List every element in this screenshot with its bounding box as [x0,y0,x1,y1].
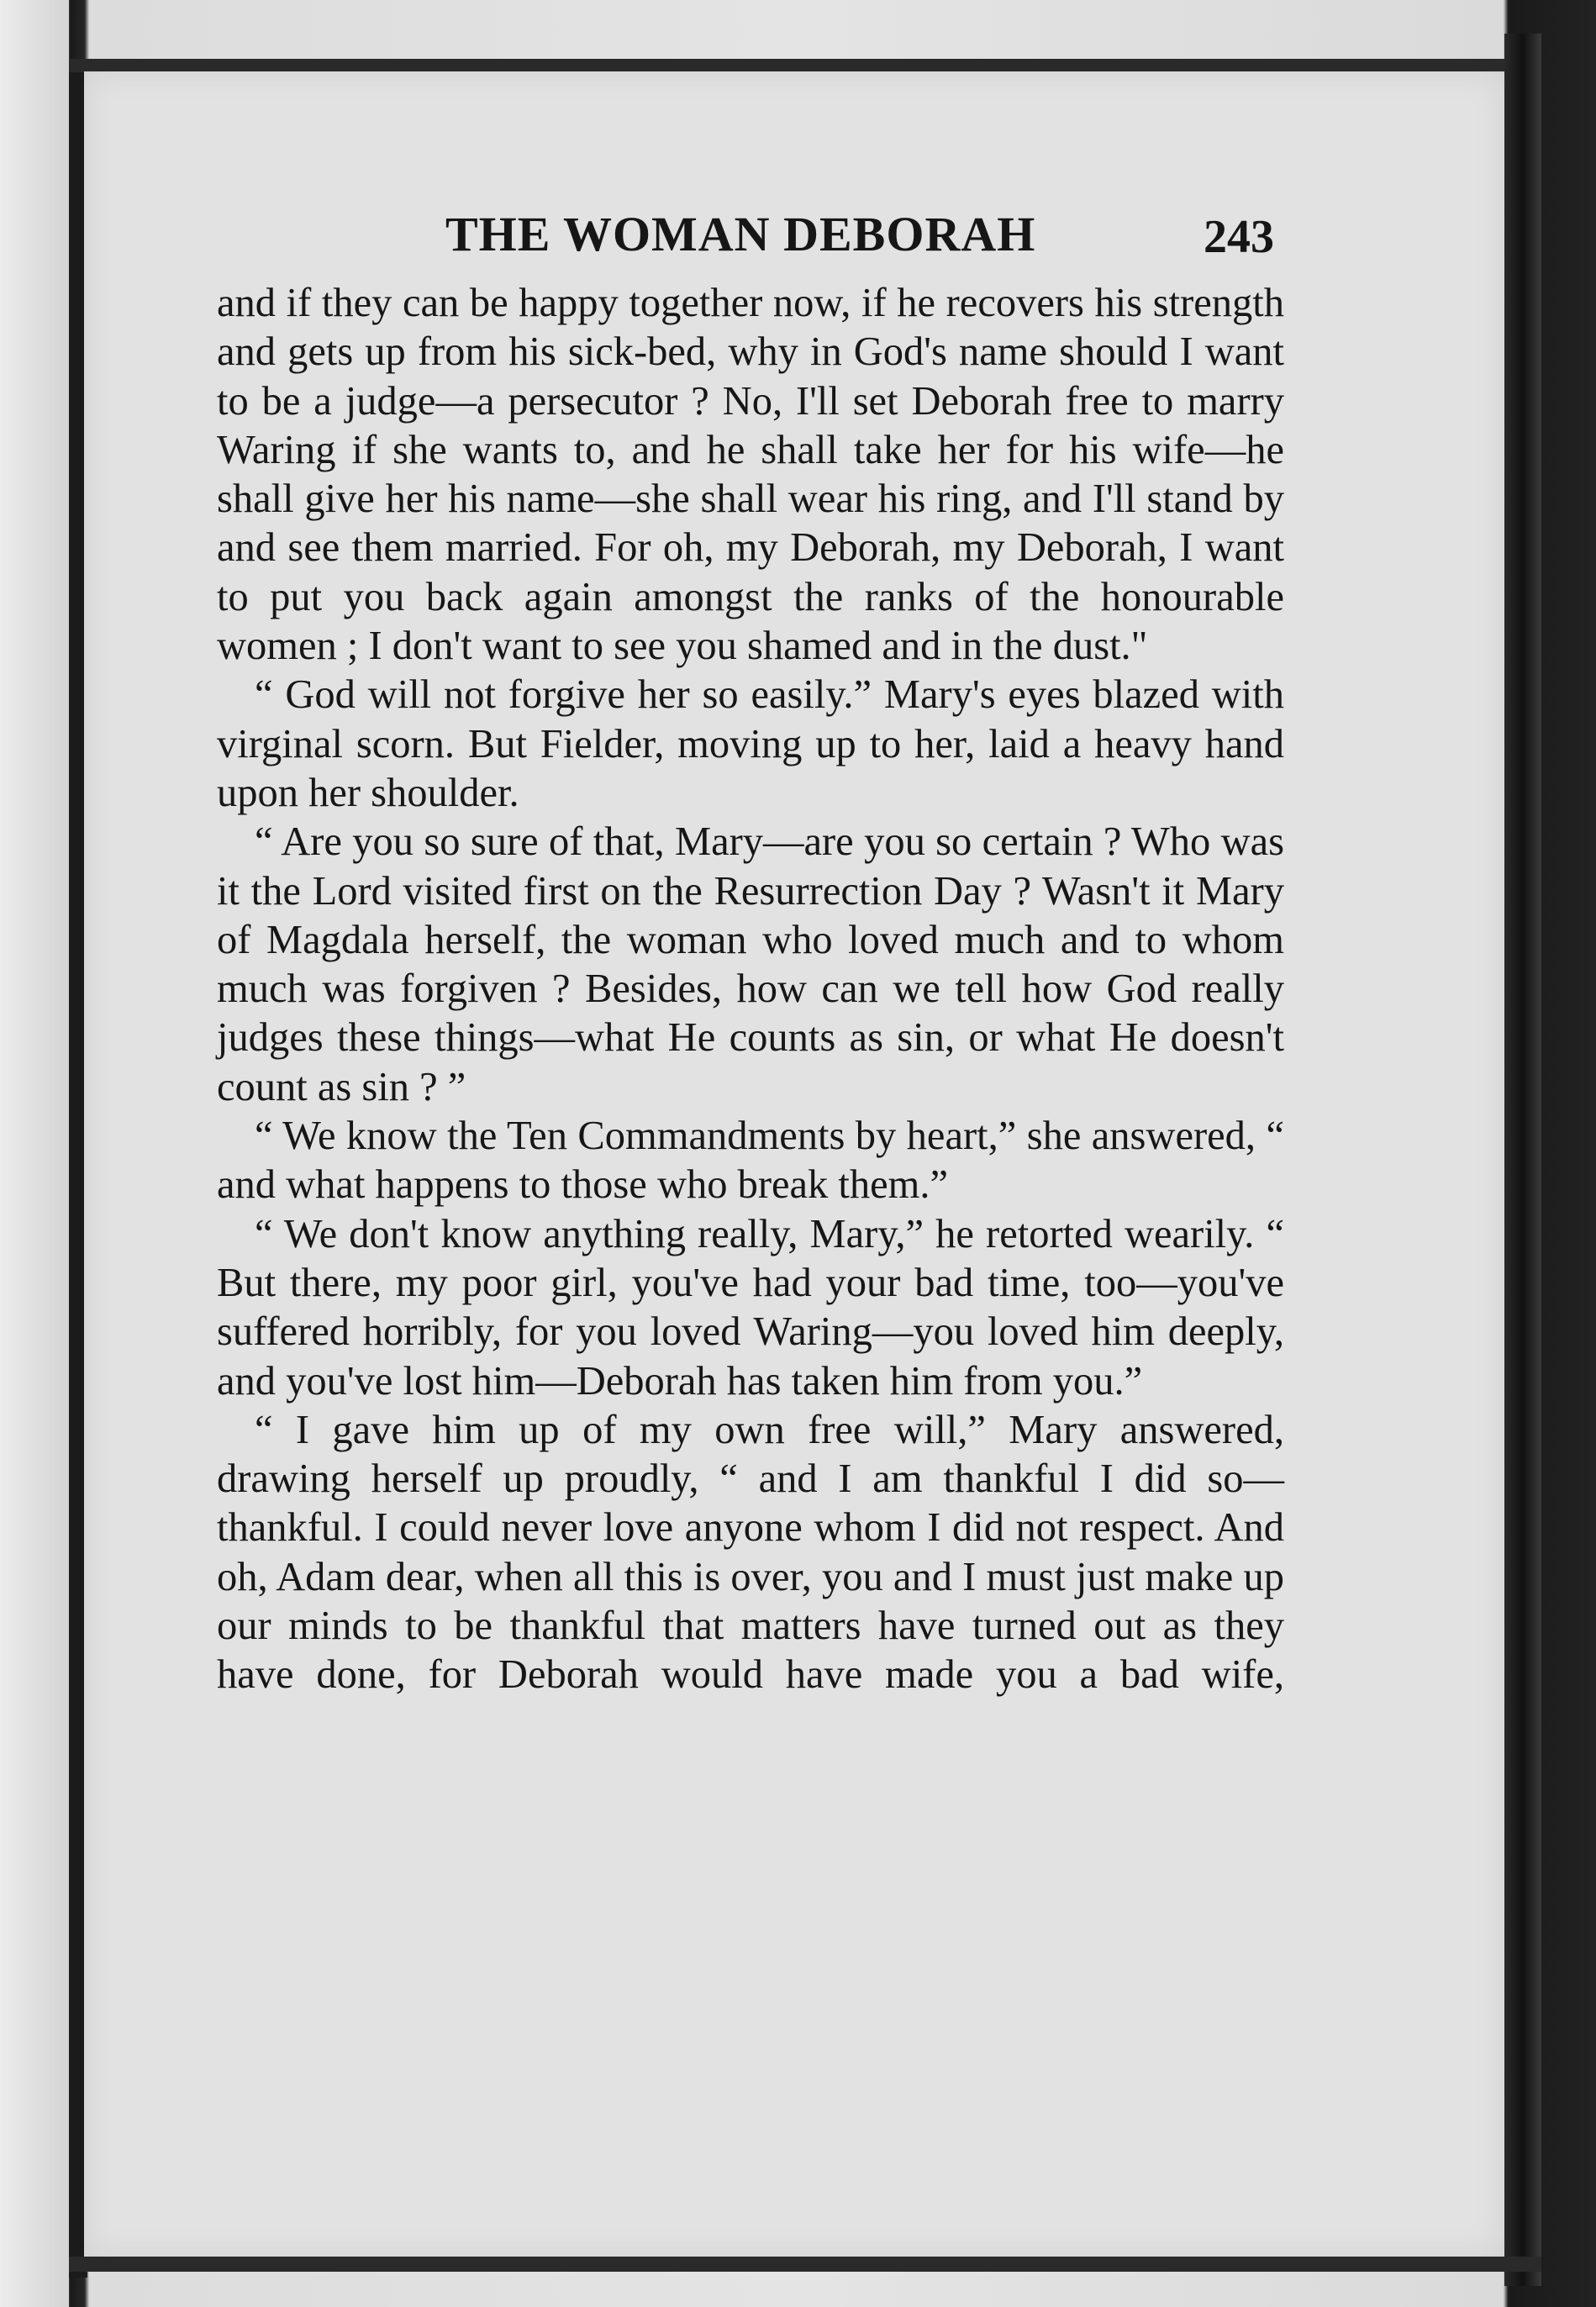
body-text [217,279,1284,1700]
page-bottom-edge [69,2257,1541,2272]
paragraph: “ Are you so sure of that, Mary—are you so certain ? Who was it the Lord visited first on the Resurrection Day ? Wasn't it Mary of Magdala herself, the woman who loved much and to whom much was forgiven ? Besides, how can we tell how God really judges these things—what He counts as sin, or what He doesn't count as sin ? ” [217,819,1284,1109]
page-top-edge [69,59,1541,72]
facing-page-margin [0,0,69,2307]
paragraph: and if they can be happy together now, if he recovers his strength and gets up from his sick-bed, why in God's name should I want to be a judge—a persecutor ? No, I'll set Deborah free to marry Waring if she wants to, and he shall take her for his wife—he shall give her his name—she shall wear his ring, and I'll stand by and see them married. For oh, my Deborah, my Deborah, I want to put you back again amongst the ranks of the honourable women ; I don't want to see you shamed and in the dust." [217,281,1284,669]
paragraph: “ We know the Ten Commandments by heart,” she answered, “ and what happens to those who break them.” [217,1114,1284,1208]
paragraph: “ God will not forgive her so easily.” Mary's eyes blazed with virginal scorn. But Fielder, moving up to her, laid a heavy hand upon her shoulder. [217,672,1284,815]
page-right-edge [1504,34,1541,2286]
page-number: 243 [1204,211,1274,263]
running-title: THE WOMAN DEBORAH [445,207,1036,261]
paragraph: “ We don't know anything really, Mary,” he retorted wearily. “ But there, my poor girl, you've had your bad time, too—you've suffered horribly, for you loved Waring—you loved him deeply, and you've lost him—Deborah has taken him from you.” [217,1211,1284,1404]
paragraph: “ I gave him up of my own free will,” Mary answered, drawing herself up proudly, “ and I am thankful I did so—thankful. I could never love anyone whom I did not respect. And oh, Adam dear, when all this is over, you and I must just make up our minds to be thankful that matters have turned out as they have done, for Deborah would have made you a bad wife, [217,1407,1284,1698]
